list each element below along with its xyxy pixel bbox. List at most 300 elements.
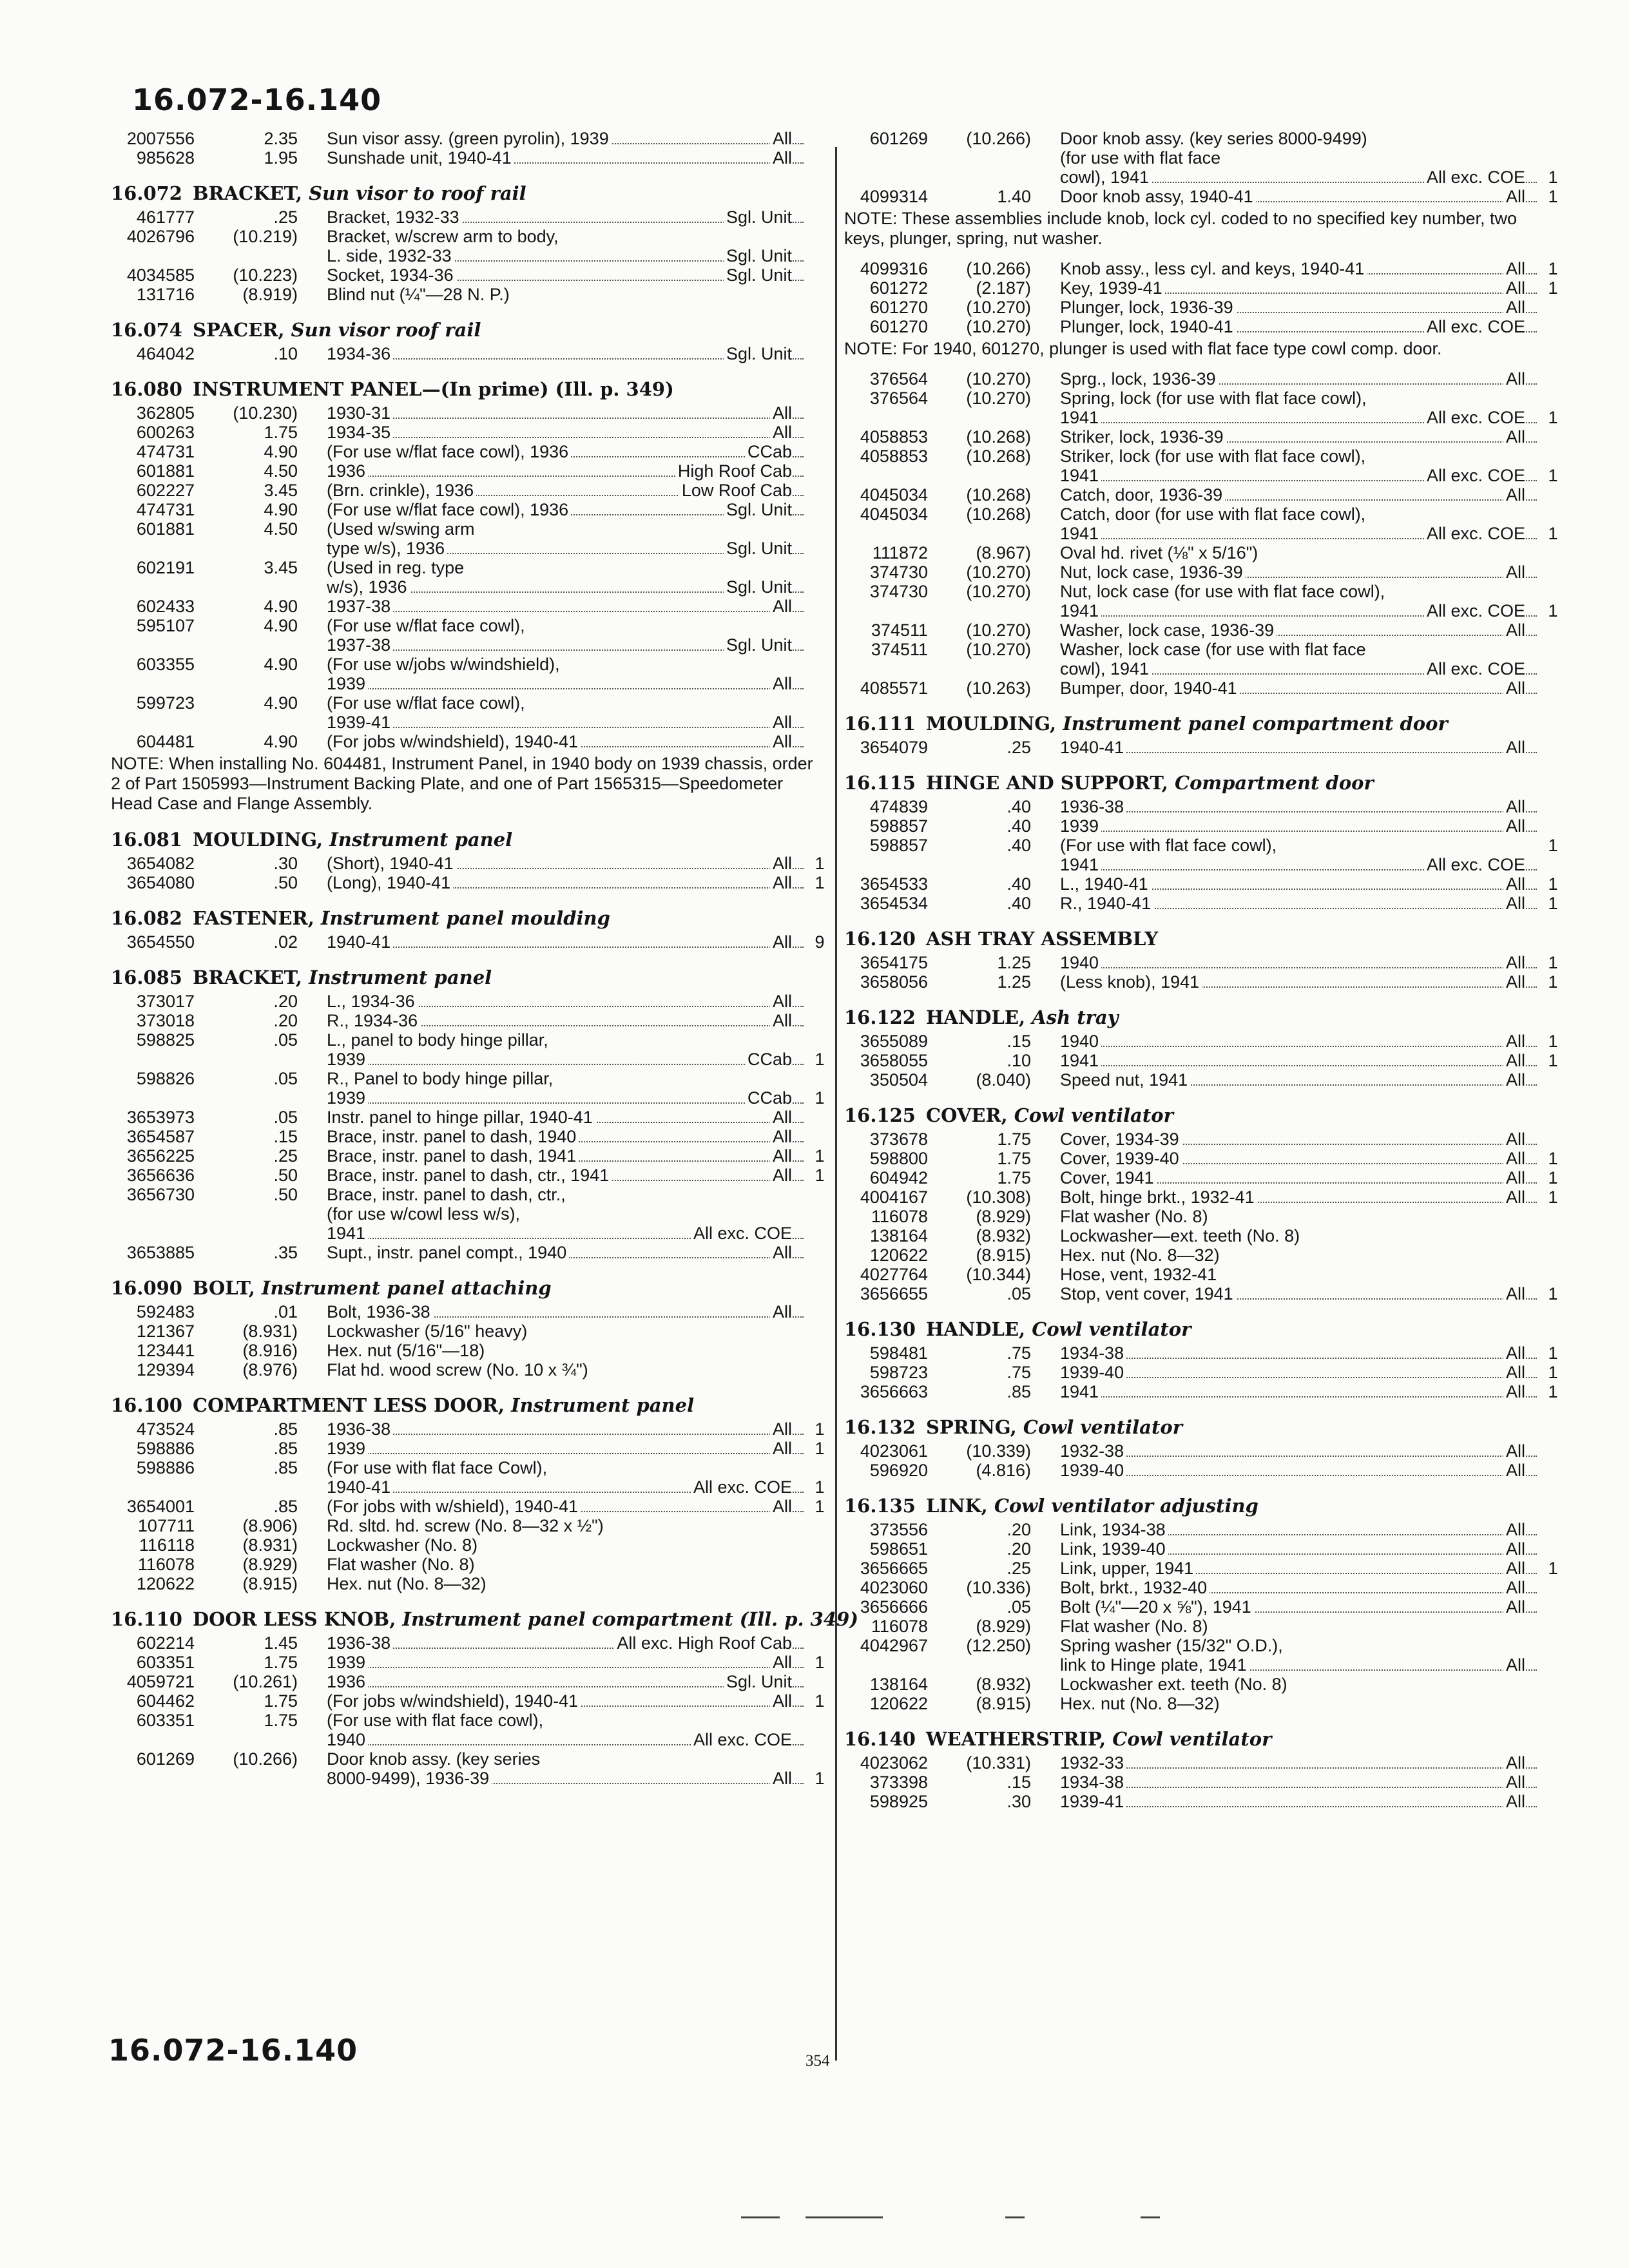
usage: All bbox=[1503, 1168, 1525, 1187]
part-row bbox=[844, 1051, 1558, 1070]
usage: All bbox=[1503, 1032, 1525, 1051]
section-name: SPACER, bbox=[193, 319, 291, 341]
description-text: Bumper, door, 1940-41 bbox=[1060, 678, 1240, 698]
usage: All bbox=[1503, 298, 1525, 317]
part-number: 592483 bbox=[136, 1302, 195, 1321]
part-number: 373017 bbox=[136, 992, 195, 1011]
section-name: BRACKET, bbox=[193, 966, 309, 988]
part-price: 1.95 bbox=[264, 148, 298, 168]
usage: Sgl. Unit bbox=[724, 577, 792, 597]
part-row bbox=[111, 1535, 813, 1555]
part-description bbox=[327, 1497, 804, 1516]
description-text: Cover, 1939-40 bbox=[1060, 1149, 1182, 1168]
part-number: 474731 bbox=[136, 500, 195, 519]
description-text: Instr. panel to hinge pillar, 1940-41 bbox=[327, 1108, 595, 1127]
part-row bbox=[111, 1749, 813, 1769]
part-number: 373556 bbox=[869, 1520, 928, 1539]
part-row bbox=[844, 1382, 1558, 1401]
quantity: 1 bbox=[1548, 1284, 1558, 1303]
part-row bbox=[111, 461, 813, 481]
description-text: L., panel to body hinge pillar, bbox=[327, 1030, 551, 1050]
part-description bbox=[327, 519, 804, 539]
description-text: Striker, lock, 1936-39 bbox=[1060, 427, 1226, 447]
description-text: Flat hd. wood screw (No. 10 x ¾") bbox=[327, 1360, 591, 1379]
part-description bbox=[1060, 1207, 1537, 1226]
quantity: 1 bbox=[1548, 1559, 1558, 1578]
section-subtitle: Instrument panel compartment (Ill. p. 349) bbox=[402, 1608, 858, 1630]
part-row bbox=[844, 562, 1547, 582]
part-number: 596920 bbox=[869, 1461, 928, 1480]
part-row bbox=[844, 1032, 1558, 1051]
catalog-section bbox=[111, 825, 825, 892]
description-text: 1936-38 bbox=[327, 1633, 393, 1653]
part-row bbox=[111, 1769, 825, 1788]
description-text: 1941 bbox=[327, 1224, 368, 1243]
catalog-section bbox=[844, 925, 1558, 992]
usage: All exc. COE bbox=[1424, 466, 1525, 485]
part-number: 4045034 bbox=[860, 505, 928, 524]
description-text: 1936 bbox=[327, 461, 368, 481]
quantity: 1 bbox=[815, 1691, 825, 1711]
description-text: w/s), 1936 bbox=[327, 577, 410, 597]
section-subtitle: Instrument panel bbox=[511, 1394, 695, 1416]
section-name: BRACKET, bbox=[193, 182, 309, 204]
part-price: .50 bbox=[273, 1166, 298, 1185]
usage: Sgl. Unit bbox=[724, 635, 792, 655]
usage: All exc. COE bbox=[1424, 601, 1525, 620]
part-description bbox=[327, 655, 804, 674]
part-description bbox=[1060, 797, 1537, 816]
part-row bbox=[111, 1653, 825, 1672]
section-subtitle: Compartment door bbox=[1174, 772, 1374, 794]
description-text: 1936-38 bbox=[1060, 797, 1126, 816]
part-price: (10.219) bbox=[233, 227, 298, 246]
section-number: 16.115 bbox=[844, 772, 916, 794]
part-price: (10.270) bbox=[966, 369, 1031, 389]
description-text: Key, 1939-41 bbox=[1060, 278, 1165, 298]
part-description bbox=[1060, 1792, 1537, 1811]
part-row bbox=[844, 168, 1558, 187]
description-text: (For jobs w/windshield), 1940-41 bbox=[327, 1691, 581, 1711]
description-text: type w/s), 1936 bbox=[327, 539, 447, 558]
part-number: 603355 bbox=[136, 655, 195, 674]
part-row bbox=[111, 539, 813, 558]
part-description bbox=[327, 1711, 804, 1730]
part-row bbox=[111, 1069, 813, 1088]
part-description bbox=[1060, 1032, 1537, 1051]
description-text: Knob assy., less cyl. and keys, 1940-41 bbox=[1060, 259, 1367, 278]
part-row bbox=[111, 873, 825, 892]
quantity: 1 bbox=[815, 1653, 825, 1672]
part-number: 373018 bbox=[136, 1011, 195, 1030]
section-title bbox=[844, 709, 1547, 738]
part-number: 374730 bbox=[869, 562, 928, 582]
part-price: .25 bbox=[1007, 738, 1031, 757]
part-price: 1.40 bbox=[997, 187, 1031, 206]
part-number: 374511 bbox=[871, 640, 928, 659]
part-row bbox=[844, 1461, 1547, 1480]
part-price: (10.270) bbox=[966, 389, 1031, 408]
part-number: 116078 bbox=[871, 1617, 928, 1636]
part-number: 4058853 bbox=[860, 447, 928, 466]
section-number: 16.110 bbox=[111, 1608, 182, 1630]
part-price: (2.187) bbox=[976, 278, 1031, 298]
part-number: 601881 bbox=[136, 519, 195, 539]
part-number: 3658056 bbox=[860, 972, 928, 992]
part-row bbox=[111, 1419, 825, 1439]
right-column bbox=[844, 129, 1558, 1823]
part-description bbox=[1060, 1675, 1537, 1694]
part-price: (10.266) bbox=[233, 1749, 298, 1769]
description-text: 1939-41 bbox=[1060, 1792, 1126, 1811]
usage: All bbox=[1503, 620, 1525, 640]
part-number: 600263 bbox=[136, 423, 195, 442]
part-description bbox=[1060, 168, 1537, 187]
part-row bbox=[844, 278, 1558, 298]
description-text: Spring, lock (for use with flat face cowl), bbox=[1060, 389, 1369, 408]
part-row bbox=[844, 1539, 1547, 1559]
usage: All bbox=[1503, 738, 1525, 757]
description-text: (Short), 1940-41 bbox=[327, 854, 456, 873]
description-text: 1934-36 bbox=[327, 344, 393, 363]
usage: All bbox=[1503, 1520, 1525, 1539]
part-number: 474731 bbox=[136, 442, 195, 461]
part-number: 129394 bbox=[136, 1360, 195, 1379]
part-row bbox=[111, 265, 813, 285]
section-title bbox=[111, 904, 813, 932]
part-description bbox=[327, 539, 804, 558]
part-price: (8.929) bbox=[976, 1617, 1031, 1636]
description-text: (For use w/flat face cowl), 1936 bbox=[327, 442, 571, 461]
description-text: Cover, 1941 bbox=[1060, 1168, 1157, 1187]
description-text: Rd. sltd. hd. screw (No. 8—32 x ½") bbox=[327, 1516, 606, 1535]
part-row bbox=[844, 1441, 1547, 1461]
section-name: DOOR LESS KNOB, bbox=[193, 1608, 403, 1630]
section-subtitle: Instrument panel moulding bbox=[320, 907, 610, 929]
description-text: Bracket, w/screw arm to body, bbox=[327, 227, 561, 246]
description-text: Supt., instr. panel compt., 1940 bbox=[327, 1243, 569, 1262]
quantity: 1 bbox=[1548, 187, 1558, 206]
part-row bbox=[111, 932, 825, 952]
part-description bbox=[327, 577, 804, 597]
usage: All bbox=[770, 129, 792, 148]
description-text: Brace, instr. panel to dash, ctr., 1941 bbox=[327, 1166, 612, 1185]
section-title bbox=[111, 825, 813, 854]
part-number: 598925 bbox=[869, 1792, 928, 1811]
part-price: (10.270) bbox=[966, 620, 1031, 640]
part-price: .02 bbox=[273, 932, 298, 952]
part-price: 1.75 bbox=[264, 1691, 298, 1711]
description-text: Bolt, hinge brkt., 1932-41 bbox=[1060, 1187, 1257, 1207]
usage: All bbox=[1503, 278, 1525, 298]
part-description bbox=[1060, 836, 1537, 855]
description-text: 8000-9499), 1936-39 bbox=[327, 1769, 492, 1788]
part-row bbox=[844, 1578, 1547, 1597]
quantity: 1 bbox=[1548, 408, 1558, 427]
part-row bbox=[111, 423, 813, 442]
part-price: 4.50 bbox=[264, 519, 298, 539]
description-text: 1939-41 bbox=[327, 713, 393, 732]
part-row bbox=[844, 317, 1547, 336]
usage: All bbox=[1503, 1070, 1525, 1090]
part-description bbox=[327, 344, 804, 363]
part-row bbox=[844, 408, 1558, 427]
part-number: 3654082 bbox=[126, 854, 195, 873]
catalog-section bbox=[844, 1003, 1558, 1090]
description-text: 1939 bbox=[327, 1439, 368, 1458]
part-row bbox=[844, 816, 1547, 836]
part-number: 601272 bbox=[869, 278, 928, 298]
part-price: (10.344) bbox=[966, 1265, 1031, 1284]
part-row bbox=[111, 1185, 813, 1204]
description-text: 1940-41 bbox=[327, 932, 393, 952]
usage: Low Roof Cab bbox=[679, 481, 792, 500]
part-row bbox=[844, 485, 1547, 505]
part-price: .01 bbox=[273, 1302, 298, 1321]
part-row bbox=[111, 1672, 813, 1691]
part-row bbox=[111, 854, 825, 873]
quantity: 1 bbox=[1548, 601, 1558, 620]
description-text: L., 1934-36 bbox=[327, 992, 418, 1011]
part-price: .40 bbox=[1007, 894, 1031, 913]
part-description bbox=[1060, 447, 1537, 466]
part-description bbox=[327, 129, 804, 148]
part-number: 598857 bbox=[869, 816, 928, 836]
part-number: 373398 bbox=[869, 1773, 928, 1792]
part-description bbox=[327, 442, 804, 461]
description-text: Hex. nut (No. 8—32) bbox=[1060, 1694, 1222, 1713]
part-description bbox=[327, 674, 804, 693]
part-number: 461777 bbox=[136, 207, 195, 227]
part-price: .10 bbox=[273, 344, 298, 363]
part-description bbox=[327, 246, 804, 265]
description-text: Brace, instr. panel to dash, 1941 bbox=[327, 1146, 579, 1166]
part-row bbox=[111, 693, 813, 713]
usage: All bbox=[770, 1691, 792, 1711]
part-description bbox=[327, 1088, 804, 1108]
part-description bbox=[327, 1477, 804, 1497]
part-number: 4099314 bbox=[860, 187, 928, 206]
part-price: (10.270) bbox=[966, 582, 1031, 601]
part-description bbox=[1060, 466, 1537, 485]
section-name: WEATHERSTRIP, bbox=[926, 1728, 1113, 1750]
part-number: 3656655 bbox=[860, 1284, 928, 1303]
part-description bbox=[327, 1069, 804, 1088]
scan-mark bbox=[741, 2216, 780, 2218]
section-title bbox=[111, 1605, 858, 1633]
usage: All exc. High Roof Cab bbox=[614, 1633, 792, 1653]
usage: All bbox=[770, 854, 792, 873]
part-price: .05 bbox=[273, 1030, 298, 1050]
part-description bbox=[1060, 1187, 1537, 1207]
part-price: .85 bbox=[273, 1497, 298, 1516]
usage: All bbox=[1503, 678, 1525, 698]
usage: All bbox=[1503, 562, 1525, 582]
part-number: 602433 bbox=[136, 597, 195, 616]
part-row bbox=[844, 1559, 1558, 1578]
part-description bbox=[1060, 855, 1537, 874]
part-number: 3656663 bbox=[860, 1382, 928, 1401]
part-price: .20 bbox=[273, 992, 298, 1011]
part-number: 604942 bbox=[869, 1168, 928, 1187]
part-number: 4045034 bbox=[860, 485, 928, 505]
part-row bbox=[111, 1243, 813, 1262]
section-number: 16.090 bbox=[111, 1277, 182, 1299]
usage: All bbox=[1503, 1655, 1525, 1675]
part-price: .20 bbox=[1007, 1539, 1031, 1559]
part-number: 3656730 bbox=[126, 1185, 195, 1204]
part-description bbox=[327, 481, 804, 500]
quantity: 1 bbox=[1548, 168, 1558, 187]
part-price: (10.270) bbox=[966, 298, 1031, 317]
part-price: .10 bbox=[1007, 1051, 1031, 1070]
part-price: 4.50 bbox=[264, 461, 298, 481]
usage: All bbox=[770, 1011, 792, 1030]
description-text: (Used w/swing arm bbox=[327, 519, 477, 539]
part-price: (10.230) bbox=[233, 403, 298, 423]
part-price: (4.816) bbox=[976, 1461, 1031, 1480]
part-row bbox=[111, 655, 813, 674]
part-number: 4023061 bbox=[860, 1441, 928, 1461]
description-text: 1939 bbox=[327, 1050, 368, 1069]
part-number: 603351 bbox=[136, 1653, 195, 1672]
section-title bbox=[111, 1274, 813, 1302]
usage: Sgl. Unit bbox=[724, 1672, 792, 1691]
description-text: 1939-40 bbox=[1060, 1363, 1126, 1382]
description-text: R., 1934-36 bbox=[327, 1011, 420, 1030]
part-number: 602191 bbox=[136, 558, 195, 577]
part-number: 4026796 bbox=[126, 227, 195, 246]
part-price: (8.919) bbox=[242, 285, 298, 304]
part-row bbox=[844, 524, 1558, 543]
section-name: BOLT, bbox=[193, 1277, 262, 1299]
quantity: 9 bbox=[815, 932, 825, 952]
catalog-section bbox=[111, 904, 825, 952]
description-text: 1940 bbox=[327, 1730, 368, 1749]
quantity: 1 bbox=[815, 1050, 825, 1069]
description-text: 1941 bbox=[1060, 855, 1101, 874]
part-price: .15 bbox=[1007, 1773, 1031, 1792]
usage: All bbox=[1503, 1441, 1525, 1461]
part-description bbox=[327, 732, 804, 751]
section-number: 16.130 bbox=[844, 1318, 916, 1340]
part-number: 602214 bbox=[136, 1633, 195, 1653]
part-price: (10.339) bbox=[966, 1441, 1031, 1461]
part-number: 3656666 bbox=[860, 1597, 928, 1617]
part-number: 120622 bbox=[869, 1694, 928, 1713]
section-title bbox=[844, 769, 1547, 797]
description-text: (For use w/flat face cowl), bbox=[327, 616, 528, 635]
part-row bbox=[844, 1773, 1547, 1792]
usage: All bbox=[770, 1769, 792, 1788]
description-text: Link, 1939-40 bbox=[1060, 1539, 1168, 1559]
usage: All bbox=[770, 1653, 792, 1672]
usage: Sgl. Unit bbox=[724, 344, 792, 363]
catalog-section bbox=[844, 1315, 1558, 1401]
part-price: (10.268) bbox=[966, 427, 1031, 447]
usage: Sgl. Unit bbox=[724, 246, 792, 265]
part-description bbox=[1060, 1441, 1537, 1461]
section-title bbox=[844, 1101, 1547, 1129]
part-row bbox=[844, 972, 1558, 992]
usage: All bbox=[1503, 953, 1525, 972]
description-text: Hose, vent, 1932-41 bbox=[1060, 1265, 1219, 1284]
part-description bbox=[327, 1185, 804, 1204]
description-text: L. side, 1932-33 bbox=[327, 246, 454, 265]
column-divider bbox=[835, 147, 837, 2061]
description-text: Nut, lock case, 1936-39 bbox=[1060, 562, 1246, 582]
part-description bbox=[327, 1302, 804, 1321]
part-description bbox=[327, 932, 804, 952]
section-note: NOTE: For 1940, 601270, plunger is used with flat face type cowl comp. door. bbox=[844, 339, 1442, 358]
part-description bbox=[1060, 1363, 1537, 1382]
part-description bbox=[327, 207, 804, 227]
part-row bbox=[844, 389, 1547, 408]
part-description bbox=[1060, 1245, 1537, 1265]
part-description bbox=[1060, 1539, 1537, 1559]
description-text: Cover, 1934-39 bbox=[1060, 1129, 1182, 1149]
part-description bbox=[1060, 659, 1537, 678]
quantity: 1 bbox=[1548, 1382, 1558, 1401]
section-number: 16.135 bbox=[844, 1495, 916, 1517]
part-description bbox=[1060, 485, 1537, 505]
usage: All bbox=[770, 597, 792, 616]
catalog-section bbox=[111, 1605, 858, 1788]
part-number: 373678 bbox=[869, 1129, 928, 1149]
part-description bbox=[1060, 738, 1537, 757]
part-description bbox=[327, 1769, 804, 1788]
part-description bbox=[1060, 1051, 1537, 1070]
part-description bbox=[327, 500, 804, 519]
part-row bbox=[111, 1458, 813, 1477]
quantity: 1 bbox=[815, 1439, 825, 1458]
description-text: Sprg., lock, 1936-39 bbox=[1060, 369, 1219, 389]
usage: Sgl. Unit bbox=[724, 500, 792, 519]
part-price: .50 bbox=[273, 1185, 298, 1204]
part-price: 1.45 bbox=[264, 1633, 298, 1653]
section-subtitle: Cowl ventilator bbox=[1032, 1318, 1191, 1340]
part-price: (10.268) bbox=[966, 505, 1031, 524]
part-price: .25 bbox=[273, 207, 298, 227]
part-row bbox=[111, 1011, 813, 1030]
part-description bbox=[1060, 129, 1537, 148]
part-description bbox=[1060, 1773, 1537, 1792]
catalog-section bbox=[844, 1492, 1558, 1713]
description-text: (For use with flat face Cowl), bbox=[327, 1458, 550, 1477]
usage: All bbox=[770, 1243, 792, 1262]
section-number: 16.125 bbox=[844, 1104, 916, 1126]
part-description bbox=[1060, 620, 1537, 640]
usage: All bbox=[1503, 972, 1525, 992]
part-price: .05 bbox=[1007, 1597, 1031, 1617]
description-text: Lockwasher—ext. teeth (No. 8) bbox=[1060, 1226, 1302, 1245]
part-number: 2007556 bbox=[126, 129, 195, 148]
part-description bbox=[327, 1555, 804, 1574]
part-row bbox=[844, 543, 1547, 562]
part-price: .05 bbox=[1007, 1284, 1031, 1303]
part-row bbox=[111, 442, 813, 461]
part-description bbox=[327, 423, 804, 442]
part-number: 595107 bbox=[136, 616, 195, 635]
part-price: (10.270) bbox=[966, 317, 1031, 336]
part-price: .75 bbox=[1007, 1343, 1031, 1363]
part-number: 599723 bbox=[136, 693, 195, 713]
part-price: 1.25 bbox=[997, 972, 1031, 992]
description-text: 1940 bbox=[1060, 953, 1101, 972]
section-title bbox=[111, 316, 813, 344]
part-description bbox=[327, 1243, 804, 1262]
usage: All bbox=[1503, 369, 1525, 389]
